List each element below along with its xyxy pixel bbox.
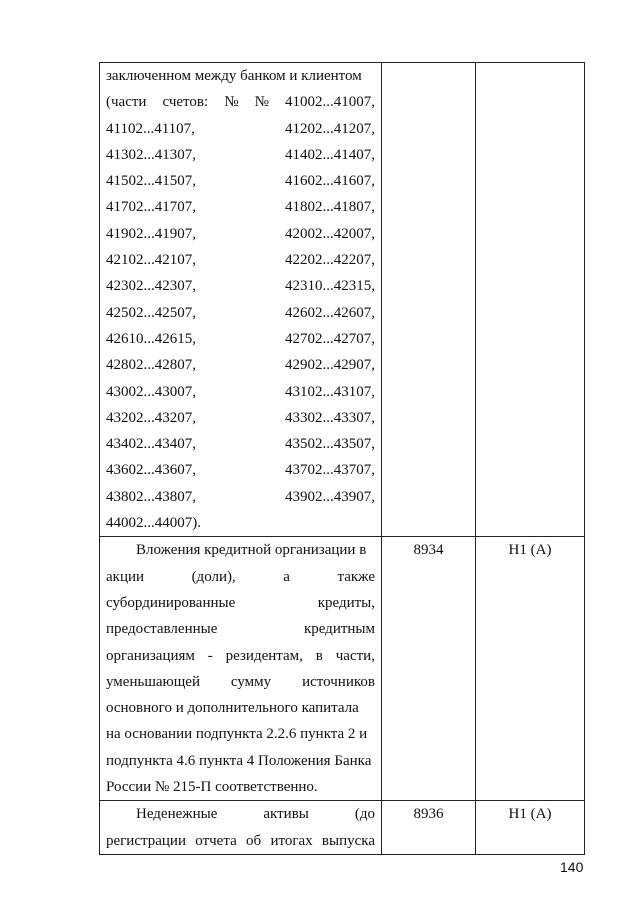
text-line bbox=[100, 457, 381, 483]
text-word: субординированные bbox=[106, 594, 236, 611]
text-word: 43302...43307, bbox=[285, 409, 375, 426]
text-line bbox=[100, 669, 381, 695]
text-word: 42102...42107, bbox=[106, 252, 196, 269]
text-line bbox=[100, 221, 381, 247]
description-cell bbox=[100, 63, 382, 537]
norm-cell bbox=[476, 801, 585, 855]
text-word: 41902...41907, bbox=[106, 225, 196, 242]
text-word: кредиты, bbox=[317, 594, 375, 611]
text-word: 42202...42207, bbox=[285, 252, 375, 269]
code-cell bbox=[382, 537, 476, 801]
text-word: № bbox=[224, 94, 239, 111]
text-word: 42302...42307, bbox=[106, 278, 196, 295]
text-word: Неденежные bbox=[136, 806, 218, 823]
text-line bbox=[100, 116, 381, 142]
text-word: источников bbox=[302, 673, 375, 690]
code-value: 8936 bbox=[413, 806, 444, 823]
text-word: 43102...43107, bbox=[285, 383, 375, 400]
text-line bbox=[100, 774, 381, 800]
text-word: 41802...41807, bbox=[285, 199, 375, 216]
text-word: 42002...42007, bbox=[285, 225, 375, 242]
text-word: 41202...41207, bbox=[285, 120, 375, 137]
text-word: 43902...43907, bbox=[285, 488, 375, 505]
text-word: кредитным bbox=[303, 621, 375, 638]
text-line bbox=[100, 194, 381, 220]
text-line bbox=[100, 300, 381, 326]
text-line bbox=[100, 247, 381, 273]
text-word: акции bbox=[106, 568, 145, 585]
norm-value: Н1 (А) bbox=[508, 806, 552, 823]
text-line bbox=[100, 168, 381, 194]
table-row-accounts bbox=[100, 63, 585, 537]
text-line bbox=[100, 352, 381, 378]
text-word: 42610...42615, bbox=[106, 330, 196, 347]
text-line bbox=[100, 721, 381, 747]
text-line bbox=[100, 142, 381, 168]
text-word: сумму bbox=[230, 673, 272, 690]
text-word: уменьшающей bbox=[106, 673, 200, 690]
document-table bbox=[99, 62, 585, 855]
text-word: 43702...43707, bbox=[285, 462, 375, 479]
norm-cell bbox=[476, 63, 585, 537]
page-number: 140 bbox=[560, 859, 584, 875]
text-word: 43502...43507, bbox=[285, 436, 375, 453]
code-cell bbox=[382, 63, 476, 537]
text-word: Вложения кредитной организации в bbox=[136, 542, 367, 559]
text-word: в bbox=[315, 647, 323, 664]
text-word: 43202...43207, bbox=[106, 409, 196, 426]
text-word: 42702...42707, bbox=[285, 330, 375, 347]
text-word: 42802...42807, bbox=[106, 357, 196, 374]
text-word: организациям bbox=[106, 647, 195, 664]
text-word: 42310...42315, bbox=[285, 278, 375, 295]
text-line bbox=[100, 695, 381, 721]
text-line bbox=[100, 748, 381, 774]
text-line bbox=[100, 643, 381, 669]
text-word: подпункта 4.6 пункта 4 Положения Банка bbox=[106, 752, 372, 769]
code-cell bbox=[382, 801, 476, 855]
text-word: части, bbox=[335, 647, 375, 664]
text-word: 41502...41507, bbox=[106, 173, 196, 190]
description-cell bbox=[100, 537, 382, 801]
text-line bbox=[100, 564, 381, 590]
text-word: 41602...41607, bbox=[285, 173, 375, 190]
text-word: также bbox=[337, 568, 375, 585]
text-word: отчета bbox=[195, 832, 237, 849]
text-word: активы bbox=[263, 806, 309, 823]
text-line bbox=[100, 89, 381, 115]
text-line bbox=[100, 405, 381, 431]
text-word: резидентам, bbox=[225, 647, 303, 664]
table-row-nonmonetary bbox=[100, 801, 585, 855]
text-word: 41402...41407, bbox=[285, 146, 375, 163]
text-line bbox=[100, 616, 381, 642]
text-line bbox=[100, 537, 381, 563]
text-word: № bbox=[254, 94, 269, 111]
text-line bbox=[100, 828, 381, 854]
text-word: а bbox=[283, 568, 290, 585]
text-line bbox=[100, 484, 381, 510]
norm-cell bbox=[476, 537, 585, 801]
text-word: регистрации bbox=[106, 832, 186, 849]
text-line bbox=[100, 431, 381, 457]
text-word: 42502...42507, bbox=[106, 304, 196, 321]
text-word: - bbox=[207, 647, 213, 664]
text-word: (до bbox=[354, 806, 375, 823]
text-word: об bbox=[246, 832, 262, 849]
text-word: выпуска bbox=[321, 832, 375, 849]
text-word: России № 215-П соответственно. bbox=[106, 779, 318, 796]
text-word: 41002...41007, bbox=[284, 94, 375, 111]
text-word: счетов: bbox=[162, 94, 209, 111]
table-row-investments bbox=[100, 537, 585, 801]
text-line bbox=[100, 273, 381, 299]
description-cell bbox=[100, 801, 382, 855]
norm-value: Н1 (А) bbox=[508, 542, 552, 559]
text-word: 41302...41307, bbox=[106, 146, 196, 163]
text-line bbox=[100, 379, 381, 405]
text-word: 41102...41107, bbox=[106, 120, 195, 137]
text-word: (доли), bbox=[191, 568, 236, 585]
text-line bbox=[100, 590, 381, 616]
text-word: основного и дополнительного капитала bbox=[106, 700, 359, 717]
text-word: (части bbox=[106, 94, 147, 111]
text-word: 43402...43407, bbox=[106, 436, 196, 453]
text-word: 42602...42607, bbox=[285, 304, 375, 321]
text-line bbox=[100, 801, 381, 827]
text-word: 43002...43007, bbox=[106, 383, 196, 400]
text-word: 43802...43807, bbox=[106, 488, 196, 505]
text-word: 42902...42907, bbox=[285, 357, 375, 374]
text-word: на основании подпункта 2.2.6 пункта 2 и bbox=[106, 726, 368, 743]
text-word: итогах bbox=[270, 832, 313, 849]
text-word: 43602...43607, bbox=[106, 462, 196, 479]
text-word: предоставленные bbox=[106, 621, 218, 638]
text-line bbox=[100, 326, 381, 352]
code-value: 8934 bbox=[413, 542, 444, 559]
text-line: 44002...44007). bbox=[106, 515, 201, 532]
text-word: 41702...41707, bbox=[106, 199, 196, 216]
text-line: заключенном между банком и клиентом bbox=[106, 68, 362, 84]
